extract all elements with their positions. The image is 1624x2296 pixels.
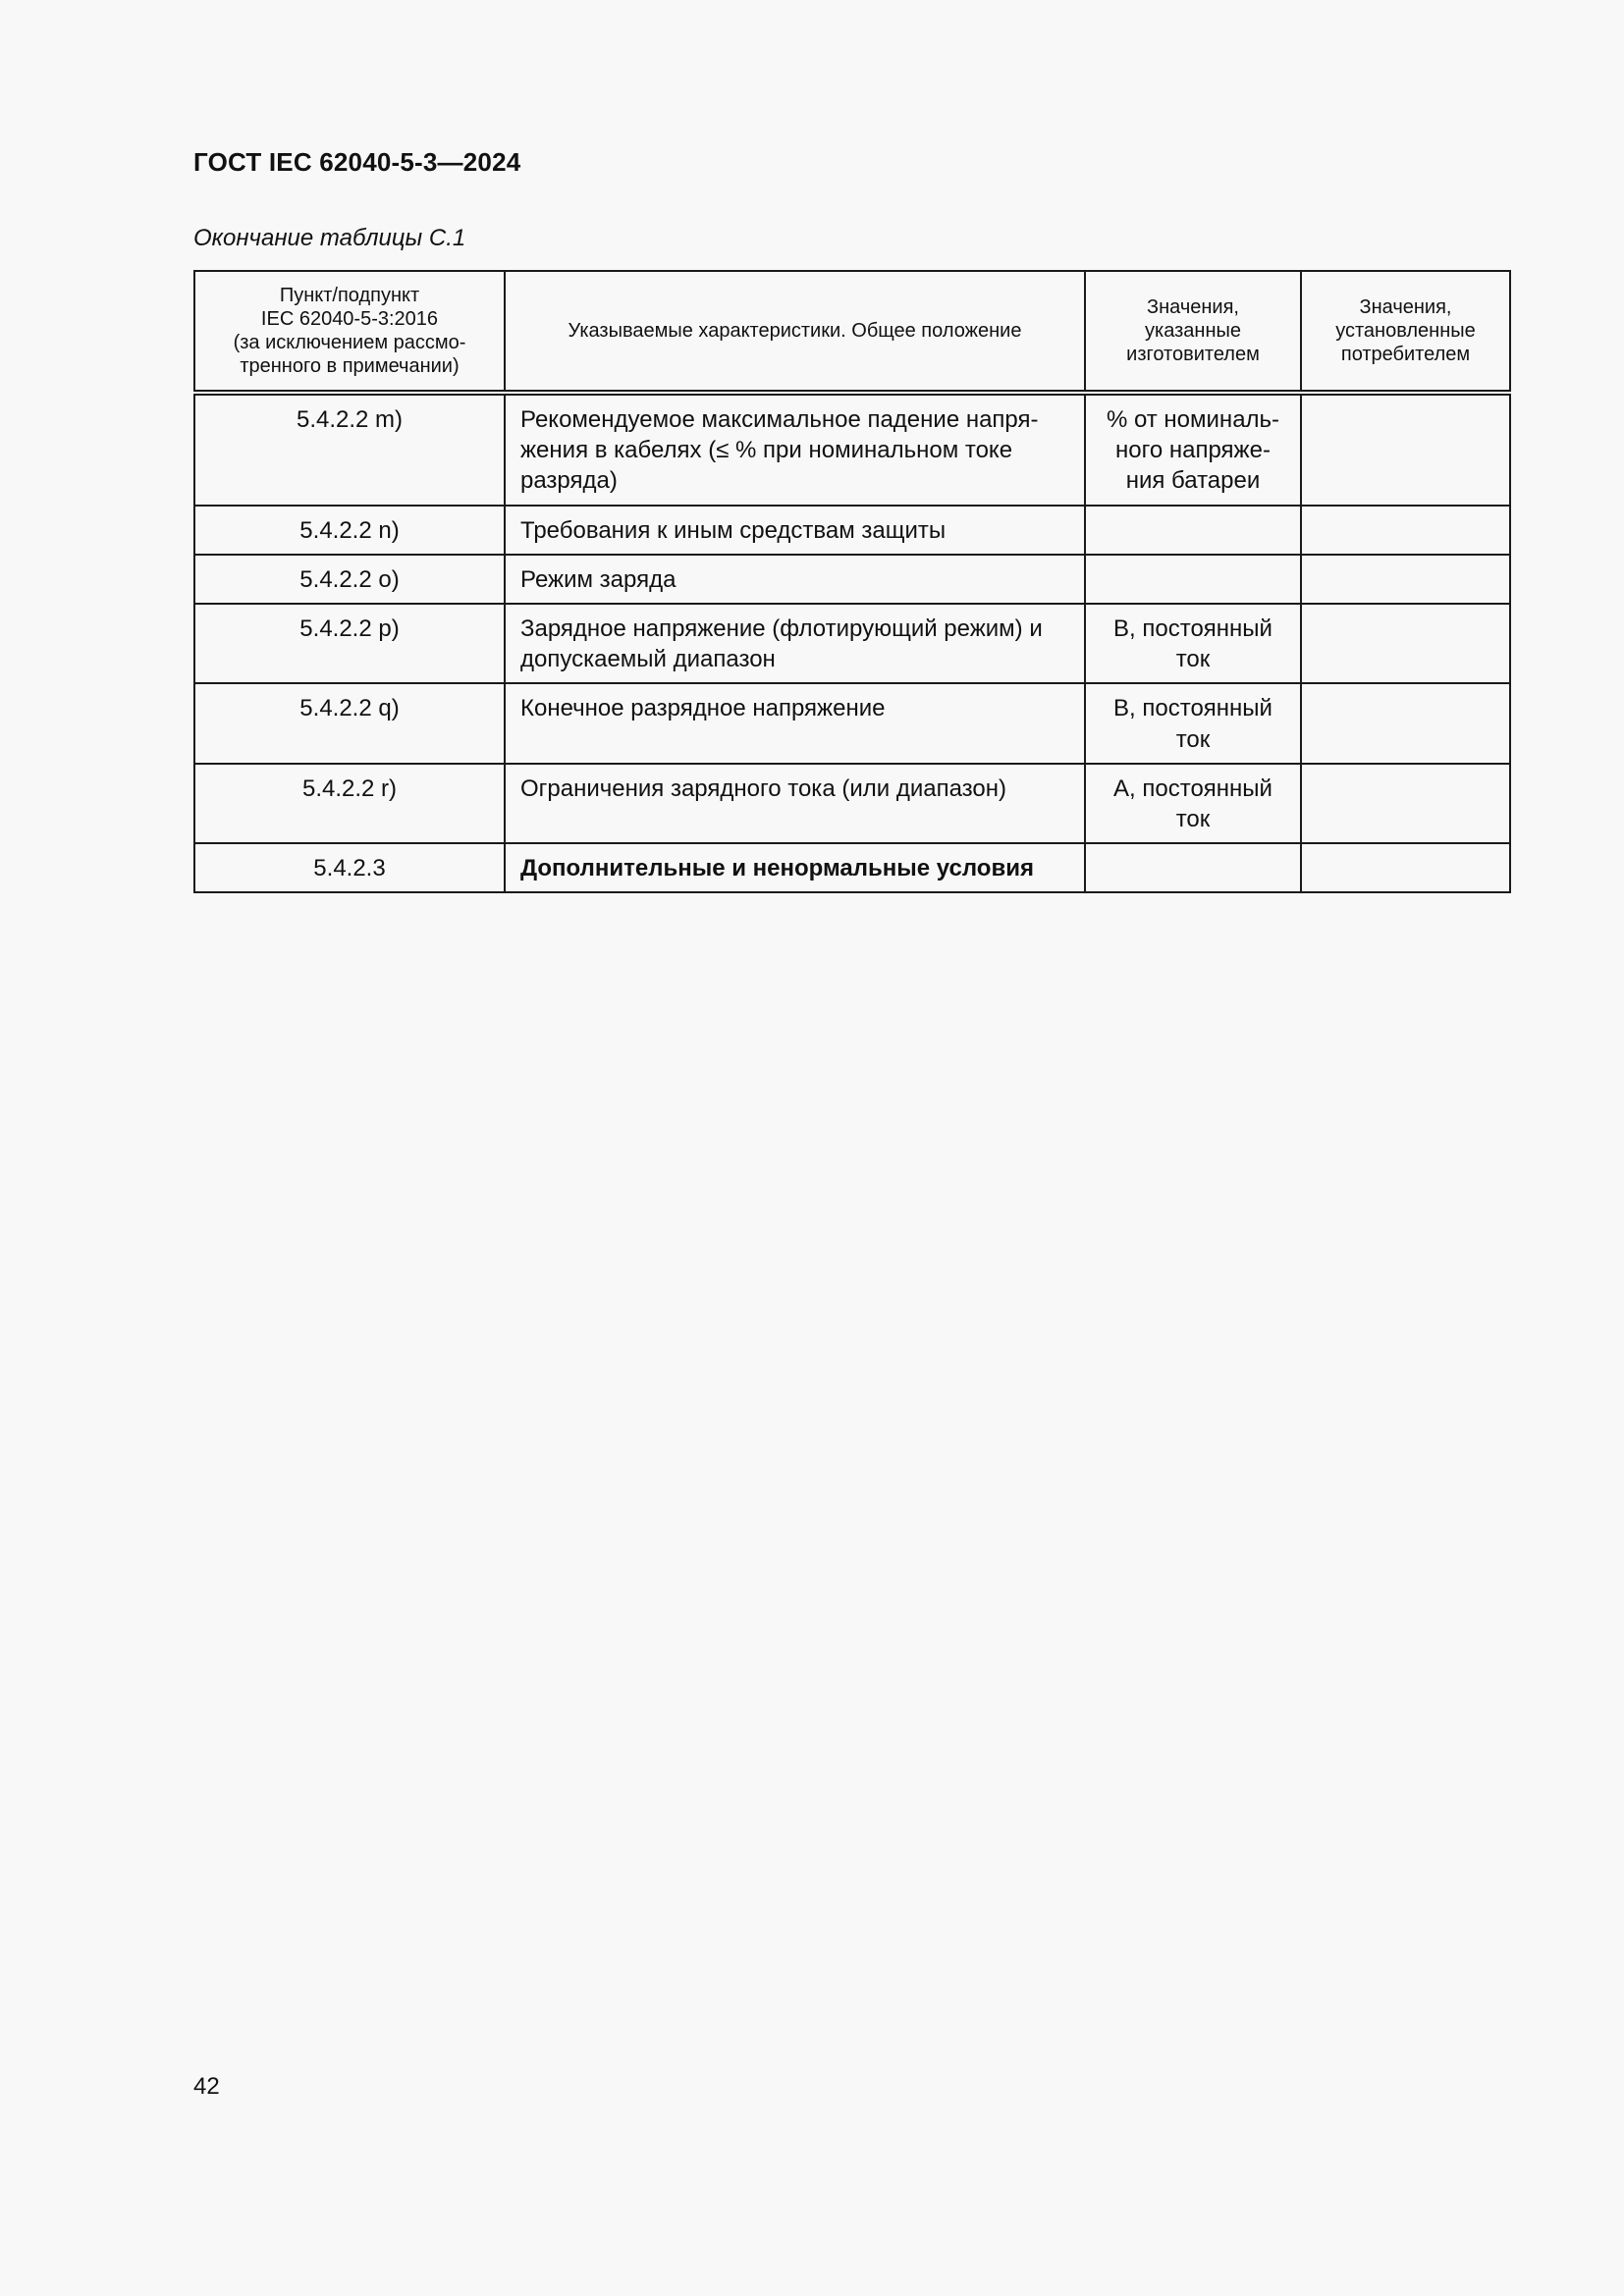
clause-cell: 5.4.2.2 n) (194, 506, 505, 555)
clause-cell: 5.4.2.3 (194, 843, 505, 892)
clause-cell: 5.4.2.2 o) (194, 555, 505, 604)
clause-cell: 5.4.2.2 m) (194, 393, 505, 506)
description-cell: Дополнительные и ненормальные условия (505, 843, 1085, 892)
manufacturer-value-cell (1085, 843, 1301, 892)
manufacturer-value-cell: В, постоянный ток (1085, 604, 1301, 683)
manufacturer-value-cell: А, постоянный ток (1085, 764, 1301, 843)
header-characteristics: Указываемые характеристики. Общее положение (505, 271, 1085, 393)
description-cell: Зарядное напряжение (флотирующий режим) и допускаемый диапазон (505, 604, 1085, 683)
description-cell: Режим заряда (505, 555, 1085, 604)
table-header-row (194, 271, 1510, 393)
table-caption: Окончание таблицы С.1 (193, 225, 466, 251)
table-row (194, 506, 1510, 555)
header-purchaser-values: Значения, установленные потребителем (1301, 271, 1510, 393)
manufacturer-value-cell: В, постоянный ток (1085, 683, 1301, 763)
purchaser-value-cell (1301, 555, 1510, 604)
specification-table (193, 270, 1511, 893)
purchaser-value-cell (1301, 506, 1510, 555)
clause-cell: 5.4.2.2 p) (194, 604, 505, 683)
description-cell: Ограничения зарядного тока (или диапазон) (505, 764, 1085, 843)
table-row (194, 604, 1510, 683)
table-row (194, 393, 1510, 506)
description-cell: Требования к иным средствам защиты (505, 506, 1085, 555)
description-cell: Конечное разрядное напряжение (505, 683, 1085, 763)
header-manufacturer-values: Значения, указанные изготовителем (1085, 271, 1301, 393)
clause-cell: 5.4.2.2 r) (194, 764, 505, 843)
purchaser-value-cell (1301, 604, 1510, 683)
clause-cell: 5.4.2.2 q) (194, 683, 505, 763)
manufacturer-value-cell (1085, 506, 1301, 555)
manufacturer-value-cell: % от номиналь- ного напряже- ния батареи (1085, 393, 1301, 506)
purchaser-value-cell (1301, 393, 1510, 506)
purchaser-value-cell (1301, 764, 1510, 843)
manufacturer-value-cell (1085, 555, 1301, 604)
page-number: 42 (193, 2073, 220, 2100)
table-row (194, 843, 1510, 892)
purchaser-value-cell (1301, 843, 1510, 892)
header-clause: Пункт/подпункт IEC 62040-5-3:2016 (за исключением рассмо- тренного в примечании) (194, 271, 505, 393)
table-row (194, 555, 1510, 604)
document-standard-title: ГОСТ IEC 62040-5-3—2024 (193, 147, 521, 177)
table-row (194, 683, 1510, 763)
description-cell: Рекомендуемое максимальное падение напря- жения в кабелях (≤ % при номинальном токе разряда) (505, 393, 1085, 506)
table-row (194, 764, 1510, 843)
purchaser-value-cell (1301, 683, 1510, 763)
